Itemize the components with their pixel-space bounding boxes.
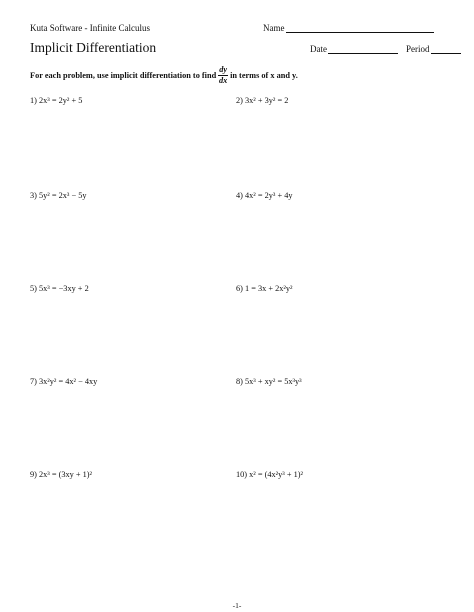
date-field[interactable] [310,44,398,54]
problem-8 [236,377,302,386]
problem-equation: x² = (4x²y³ + 1)² [249,470,304,479]
problem-number: 4) [236,191,243,200]
fraction-numerator: dy [218,66,228,76]
software-label: Kuta Software - Infinite Calculus [30,23,150,33]
period-field[interactable] [406,44,461,54]
problem-number: 5) [30,284,37,293]
derivative-fraction [218,66,228,86]
problem-equation: 1 = 3x + 2x²y² [245,284,293,293]
problem-3 [30,191,87,200]
page-number: -1- [232,601,242,610]
problem-5 [30,284,89,293]
problem-1 [30,96,82,105]
problem-9 [30,470,92,479]
fraction-denominator: dx [218,76,228,86]
problem-10 [236,470,303,479]
name-field[interactable] [263,23,434,33]
name-blank-line[interactable] [286,24,434,33]
problem-equation: 5x³ = −3xy + 2 [39,284,89,293]
worksheet-title: Implicit Differentiation [30,40,157,55]
problem-number: 8) [236,377,243,386]
problem-number: 6) [236,284,243,293]
problem-equation: 2x³ = (3xy + 1)² [39,470,93,479]
name-label: Name [263,23,285,33]
problem-6 [236,284,293,293]
instructions [30,66,298,86]
problem-number: 1) [30,96,37,105]
instructions-text-after: in terms of x and y. [230,71,298,81]
problem-number: 10) [236,470,248,479]
period-blank-line[interactable] [431,45,461,54]
problem-4 [236,191,293,200]
problem-number: 9) [30,470,37,479]
date-blank-line[interactable] [328,45,398,54]
problem-equation: 3x²y² = 4x² − 4xy [39,377,98,386]
date-label: Date [310,44,327,54]
problem-number: 2) [236,96,243,105]
problem-number: 7) [30,377,37,386]
problem-2 [236,96,288,105]
problem-equation: 5x³ + xy² = 5x³y³ [245,377,302,386]
instructions-text-before: For each problem, use implicit differentiation to find [30,71,217,81]
problem-7 [30,377,97,386]
problem-number: 3) [30,191,37,200]
problem-equation: 4x² = 2y³ + 4y [245,191,293,200]
period-label: Period [406,44,430,54]
problem-equation: 2x³ = 2y² + 5 [39,96,83,105]
problem-equation: 5y² = 2x³ − 5y [39,191,87,200]
problem-equation: 3x² + 3y² = 2 [245,96,289,105]
